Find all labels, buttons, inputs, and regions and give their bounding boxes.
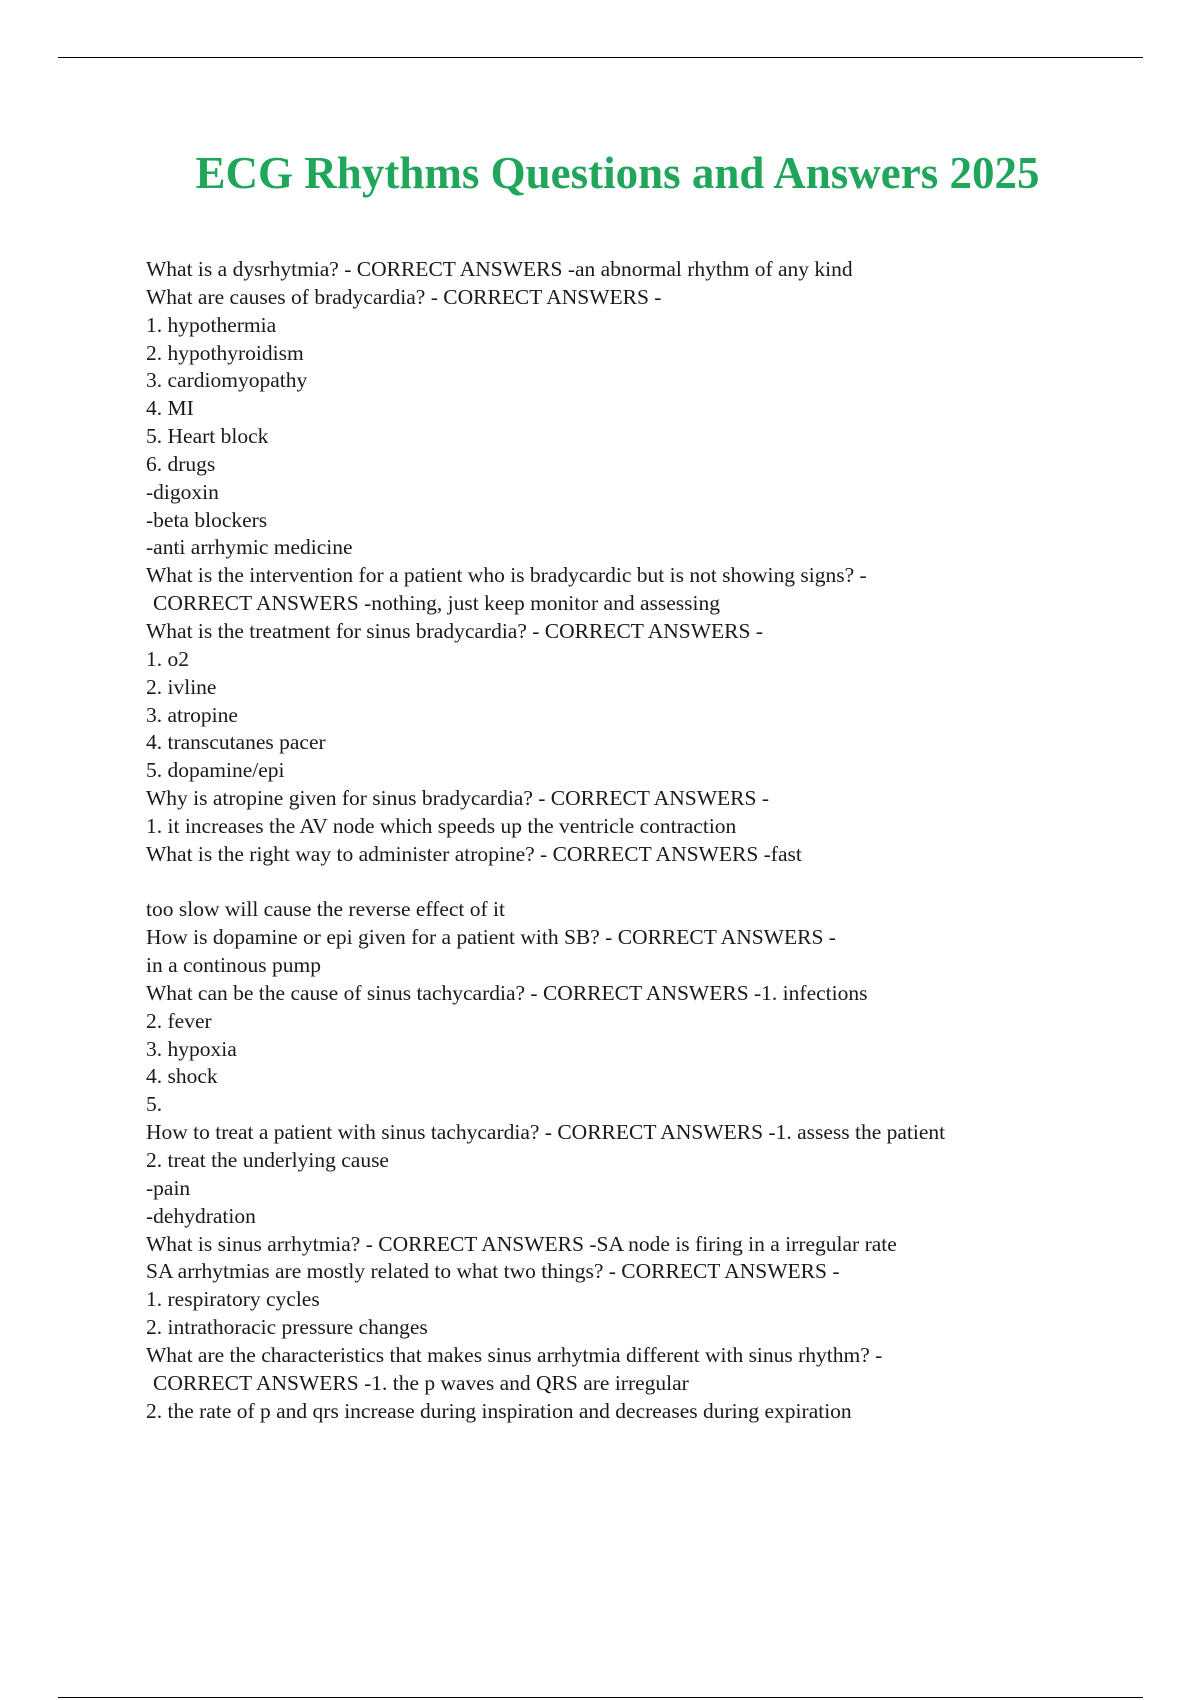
body-line: 1. it increases the AV node which speeds up the ventricle contraction <box>146 813 737 838</box>
document-title: ECG Rhythms Questions and Answers 2025 <box>195 148 1040 198</box>
body-line: What can be the cause of sinus tachycardia? - CORRECT ANSWERS -1. infections <box>146 980 868 1005</box>
body-line: Why is atropine given for sinus bradycardia? - CORRECT ANSWERS - <box>146 786 770 811</box>
body-line: SA arrhytmias are mostly related to what two things? - CORRECT ANSWERS - <box>146 1259 840 1284</box>
body-line: 1. o2 <box>146 646 189 671</box>
body-line: 5. Heart block <box>146 424 269 449</box>
body-line: 6. drugs <box>146 451 216 476</box>
body-line: 2. the rate of p and qrs increase during inspiration and decreases during expiration <box>146 1398 852 1423</box>
body-line: 5. dopamine/epi <box>146 758 285 783</box>
body-line: in a continous pump <box>146 953 321 978</box>
body-line: 1. hypothermia <box>146 312 277 337</box>
body-line: 2. intrathoracic pressure changes <box>146 1315 428 1340</box>
body-line: 2. treat the underlying cause <box>146 1148 389 1172</box>
body-line: What is the right way to administer atropine? - CORRECT ANSWERS -fast <box>146 841 802 866</box>
body-line: What are causes of bradycardia? - CORRECT ANSWERS - <box>146 284 662 309</box>
bottom-rule <box>58 1697 1143 1698</box>
body-line: -pain <box>146 1175 191 1200</box>
body-line: 3. cardiomyopathy <box>146 368 308 393</box>
blank-line <box>146 869 1146 897</box>
body-line: -dehydration <box>146 1203 256 1228</box>
top-rule <box>58 57 1143 58</box>
body-line: -anti arrhymic medicine <box>146 535 353 560</box>
body-line: How to treat a patient with sinus tachycardia? - CORRECT ANSWERS -1. assess the patient <box>146 1120 946 1145</box>
body-line: -beta blockers <box>146 507 268 532</box>
body-line: -digoxin <box>146 479 219 504</box>
body-line: 1. respiratory cycles <box>146 1287 320 1312</box>
body-line: What is sinus arrhytmia? - CORRECT ANSWERS -SA node is firing in a irregular rate <box>146 1231 897 1256</box>
body-line: too slow will cause the reverse effect of it <box>146 897 506 922</box>
body-line: CORRECT ANSWERS -1. the p waves and QRS are irregular <box>153 1370 689 1395</box>
body-line: How is dopamine or epi given for a patient with SB? - CORRECT ANSWERS - <box>146 925 836 950</box>
body-line: 3. atropine <box>146 702 238 727</box>
body-line: 4. MI <box>146 396 194 421</box>
body-line: What is a dysrhytmia? - CORRECT ANSWERS -an abnormal rhythm of any kind <box>146 257 853 281</box>
body-line: 2. ivline <box>146 674 217 699</box>
body-line: What is the intervention for a patient who is bradycardic but is not showing signs? - <box>146 563 867 588</box>
body-line: 4. transcutanes pacer <box>146 730 326 755</box>
document-body <box>146 256 1146 1425</box>
body-line: 2. fever <box>146 1008 212 1033</box>
body-line: What is the treatment for sinus bradycardia? - CORRECT ANSWERS - <box>146 618 764 643</box>
body-line: 2. hypothyroidism <box>146 340 304 365</box>
body-line: 3. hypoxia <box>146 1036 237 1061</box>
body-line: What are the characteristics that makes sinus arrhytmia different with sinus rhythm? - <box>146 1342 883 1367</box>
body-line: 4. shock <box>146 1064 218 1089</box>
body-line: CORRECT ANSWERS -nothing, just keep monitor and assessing <box>153 591 720 616</box>
body-line: 5. <box>146 1092 163 1117</box>
